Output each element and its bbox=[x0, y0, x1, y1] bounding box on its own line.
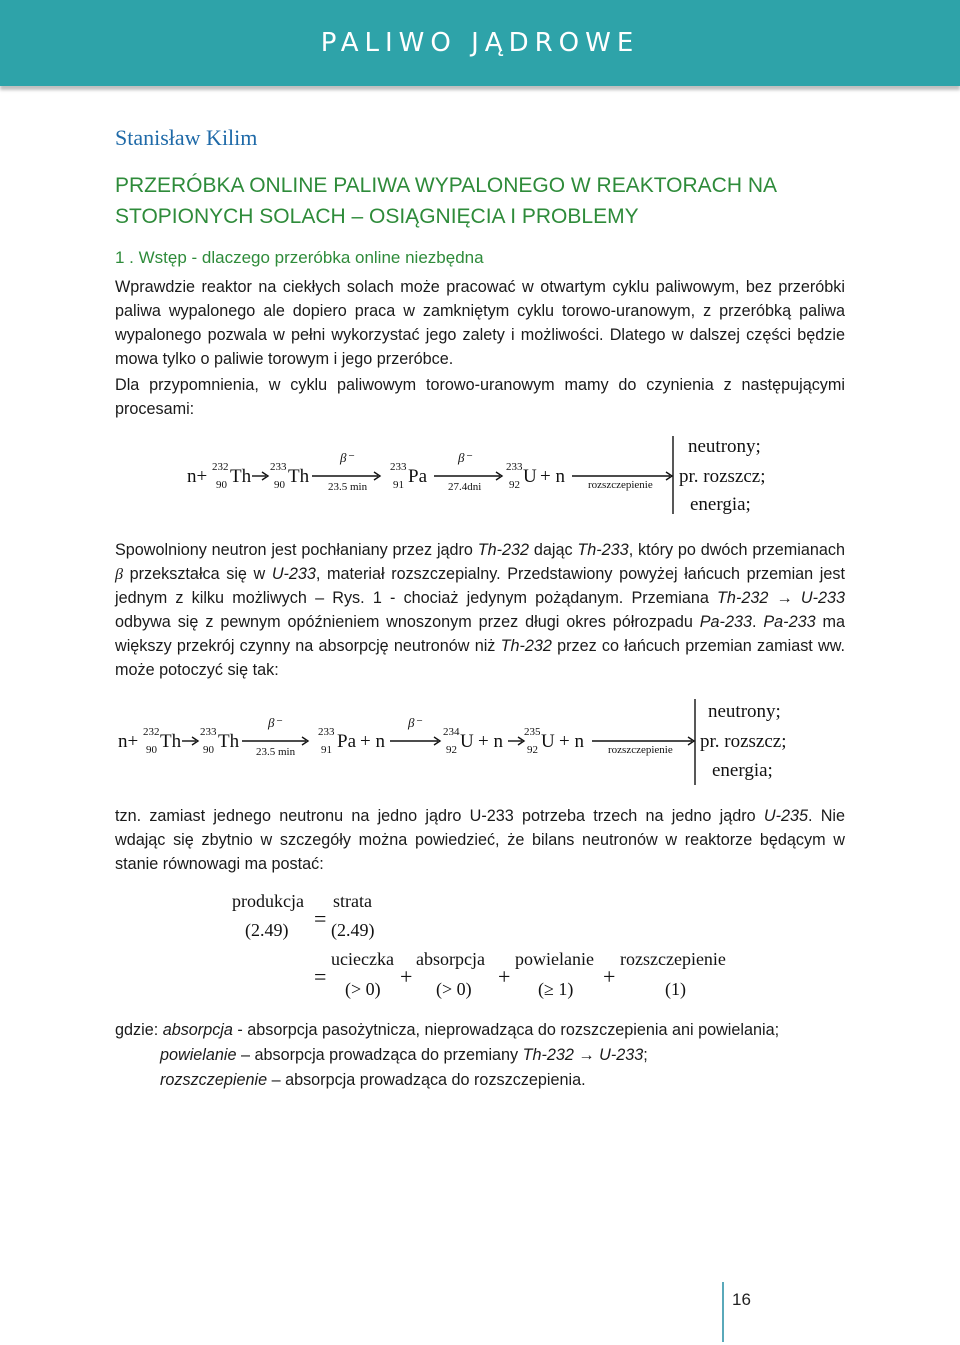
defs-powielanie-desc: – absorpcja prowadząca do przemiany bbox=[236, 1046, 523, 1064]
f1-u233-mass: 233 bbox=[506, 461, 523, 473]
f1-out-products: pr. rozszcz; bbox=[679, 466, 766, 487]
f1-half-life-2: 27.4dni bbox=[448, 481, 482, 493]
f2-u234-z: 92 bbox=[446, 744, 457, 756]
f1-n: n+ bbox=[187, 466, 208, 487]
f2-half-life-1: 23.5 min bbox=[256, 746, 296, 758]
f1-beta-2: β⁻ bbox=[458, 450, 472, 465]
p4-u235: U-235 bbox=[763, 807, 808, 825]
p3-beta: β bbox=[115, 565, 124, 583]
p3-text-d: przekształca się w bbox=[123, 565, 272, 583]
eq-plus-1: + bbox=[400, 964, 413, 989]
p3-text-h: . bbox=[751, 613, 764, 631]
f2-th233-mass: 233 bbox=[200, 726, 217, 738]
f1-th232-mass: 232 bbox=[212, 461, 229, 473]
defs-powielanie-term: powielanie bbox=[160, 1046, 237, 1064]
f2-out-neutrons: neutrony; bbox=[708, 701, 781, 722]
p3-th232c: Th-232 bbox=[500, 637, 552, 655]
page-number-rule bbox=[722, 1282, 724, 1342]
p3-text-c: , który po dwóch przemianach bbox=[628, 541, 845, 559]
f1-half-life-1: 23.5 min bbox=[328, 481, 368, 493]
p3-arrow: → bbox=[776, 589, 793, 607]
f2-u235-mass: 235 bbox=[524, 726, 541, 738]
decay-chain-svg-2 bbox=[0, 695, 960, 790]
f2-plus-n-3: + n bbox=[559, 731, 584, 752]
f2-beta-1: β⁻ bbox=[268, 715, 282, 730]
f2-u235-z: 92 bbox=[527, 744, 538, 756]
f2-fission-label: rozszczepienie bbox=[608, 744, 673, 756]
f1-pa233-symbol: Pa bbox=[408, 466, 427, 487]
f1-plus-n: + n bbox=[540, 466, 565, 487]
f2-out-energy: energia; bbox=[712, 760, 773, 781]
p3-th233: Th-233 bbox=[577, 541, 629, 559]
f1-out-energy: energia; bbox=[690, 494, 751, 515]
eq-rozszczepienie: rozszczepienie bbox=[620, 949, 726, 969]
header-bar bbox=[0, 0, 960, 86]
defs-arrow: → bbox=[573, 1046, 600, 1064]
defs-rozszczepienie-desc: – absorpcja prowadząca do rozszczepienia. bbox=[267, 1071, 586, 1089]
p3-text-a: Spowolniony neutron jest pochłaniany przez jądro bbox=[115, 541, 478, 559]
p3-text-j: przez co łańcuch przemian zamiast ww. może potoczyć się tak: bbox=[115, 637, 845, 679]
f1-pa233-z: 91 bbox=[393, 479, 404, 491]
eq-plus-2: + bbox=[498, 964, 511, 989]
f2-pa233-z: 91 bbox=[321, 744, 332, 756]
decay-chain-formula-2 bbox=[0, 695, 960, 790]
eq-cond-2: (> 0) bbox=[436, 979, 472, 999]
p4-text-2: . Nie wdając się zbytnio w szczegóły można powiedzieć, że bilans neutronów w reaktorze będącym w stanie równowagi ma postać: bbox=[115, 807, 845, 873]
p3-dash: – bbox=[315, 589, 325, 607]
f1-th233-z: 90 bbox=[274, 479, 285, 491]
eq-powielanie: powielanie bbox=[515, 949, 594, 969]
f1-u233-symbol: U bbox=[523, 466, 537, 487]
p3-text-b: dając bbox=[529, 541, 578, 559]
p3-th232: Th-232 bbox=[477, 541, 530, 559]
f1-fission-label: rozszczepienie bbox=[588, 479, 653, 491]
f1-th232-z: 90 bbox=[216, 479, 227, 491]
definitions-paragraph bbox=[115, 1018, 845, 1092]
eq-strata: strata bbox=[333, 891, 372, 911]
f2-u234-symbol: U bbox=[460, 731, 474, 752]
p4-text-1: tzn. zamiast jednego neutronu na jedno jądro U-233 potrzeba trzech na jedno jądro bbox=[115, 807, 764, 825]
defs-rozszczepienie-term: rozszczepienie bbox=[160, 1071, 268, 1089]
intro-text-1: Wprawdzie reaktor na ciekłych solach może pracować w otwartym cyklu paliwowym, bez przeróbki paliwa wypalonego ale dopiero praca w zamkniętym cyklu torowo-uranowym, z przeróbką paliwa wypalonego pozwala w pełni wykorzystać jego zalety i możliwości. Dlatego w dalszej części będzie mowa tylko o paliwie torowym i jego przeróbce. bbox=[115, 278, 845, 368]
explanation-paragraph bbox=[115, 538, 845, 682]
defs-absorpcja-desc: - absorpcja pasożytnicza, nieprowadząca do rozszczepienia ani powielania; bbox=[232, 1021, 780, 1039]
f1-beta-1: β⁻ bbox=[340, 450, 354, 465]
p3-th232b: Th-232 bbox=[717, 589, 769, 607]
eq-plus-3: + bbox=[603, 964, 616, 989]
eq-value-2: (2.49) bbox=[331, 920, 375, 940]
p3-pa233: Pa-233 bbox=[699, 613, 752, 631]
f1-out-neutrons: neutrony; bbox=[688, 436, 761, 457]
author-name: Stanisław Kilim bbox=[115, 125, 258, 150]
article-title: PRZERÓBKA ONLINE PALIWA WYPALONEGO W REAKTORACH NA STOPIONYCH SOLACH – OSIĄGNIĘCIA I PROBLEMY bbox=[115, 174, 776, 228]
page-number: 16 bbox=[732, 1290, 751, 1309]
p3-text-i: ma większy przekrój czynny na absorpcję neutronów niż bbox=[115, 613, 845, 655]
f1-u233-z: 92 bbox=[509, 479, 520, 491]
f2-out-products: pr. rozszcz; bbox=[700, 731, 787, 752]
balance-intro-paragraph bbox=[115, 804, 845, 876]
f2-th232-symbol: Th bbox=[160, 731, 182, 752]
f2-u235-symbol: U bbox=[541, 731, 555, 752]
f2-pa233-mass: 233 bbox=[318, 726, 335, 738]
p3-pa233b: Pa-233 bbox=[763, 613, 816, 631]
defs-semicolon: ; bbox=[643, 1046, 648, 1064]
eq-cond-4: (1) bbox=[665, 979, 686, 999]
eq-cond-1: (> 0) bbox=[345, 979, 381, 999]
eq-equals-2: = bbox=[314, 964, 327, 989]
eq-value-1: (2.49) bbox=[245, 920, 289, 940]
f1-th233-mass: 233 bbox=[270, 461, 287, 473]
f1-th232-symbol: Th bbox=[230, 466, 252, 487]
eq-absorpcja: absorpcja bbox=[416, 949, 485, 969]
f2-beta-2: β⁻ bbox=[408, 715, 422, 730]
f2-pa233-symbol: Pa bbox=[337, 731, 356, 752]
header-title: PALIWO JĄDROWE bbox=[320, 28, 640, 58]
eq-ucieczka: ucieczka bbox=[331, 949, 394, 969]
intro-text-2: Dla przypomnienia, w cyklu paliwowym torowo-uranowym mamy do czynienia z następującymi procesami: bbox=[115, 376, 845, 418]
p3-text-f: Rys. 1 - chociaż jedynym pożądanym. Przemiana bbox=[324, 589, 718, 607]
p3-text-g: odbywa się z pewnym opóźnieniem wnoszonym przez długi okres półrozpadu bbox=[115, 613, 700, 631]
eq-equals-1: = bbox=[314, 906, 327, 931]
f1-pa233-mass: 233 bbox=[390, 461, 407, 473]
f2-th233-symbol: Th bbox=[218, 731, 240, 752]
f2-th232-z: 90 bbox=[146, 744, 157, 756]
decay-chain-formula-1 bbox=[0, 430, 960, 520]
f2-u234-mass: 234 bbox=[443, 726, 460, 738]
eq-cond-3: (≥ 1) bbox=[538, 979, 574, 999]
f2-n: n+ bbox=[118, 731, 139, 752]
f2-th232-mass: 232 bbox=[143, 726, 160, 738]
decay-chain-svg-1 bbox=[0, 430, 960, 520]
f2-th233-z: 90 bbox=[203, 744, 214, 756]
p3-u233b: U-233 bbox=[800, 589, 845, 607]
p3-text-e: , materiał rozszczepialny. Przedstawiony powyżej łańcuch przemian jest jednym z kilku możliwych bbox=[115, 565, 845, 607]
eq-produkcja: produkcja bbox=[232, 891, 304, 911]
p3-u233: U-233 bbox=[271, 565, 316, 583]
section-heading: 1 . Wstęp - dlaczego przeróbka online niezbędna bbox=[115, 248, 484, 267]
f2-plus-n-1: + n bbox=[360, 731, 385, 752]
defs-gdzie: gdzie: bbox=[115, 1021, 163, 1039]
intro-paragraph bbox=[115, 275, 845, 421]
defs-th232: Th-232 bbox=[522, 1046, 574, 1064]
defs-absorpcja-term: absorpcja bbox=[162, 1021, 233, 1039]
f2-plus-n-2: + n bbox=[478, 731, 503, 752]
f1-th233-symbol: Th bbox=[288, 466, 310, 487]
defs-u233: U-233 bbox=[599, 1046, 644, 1064]
